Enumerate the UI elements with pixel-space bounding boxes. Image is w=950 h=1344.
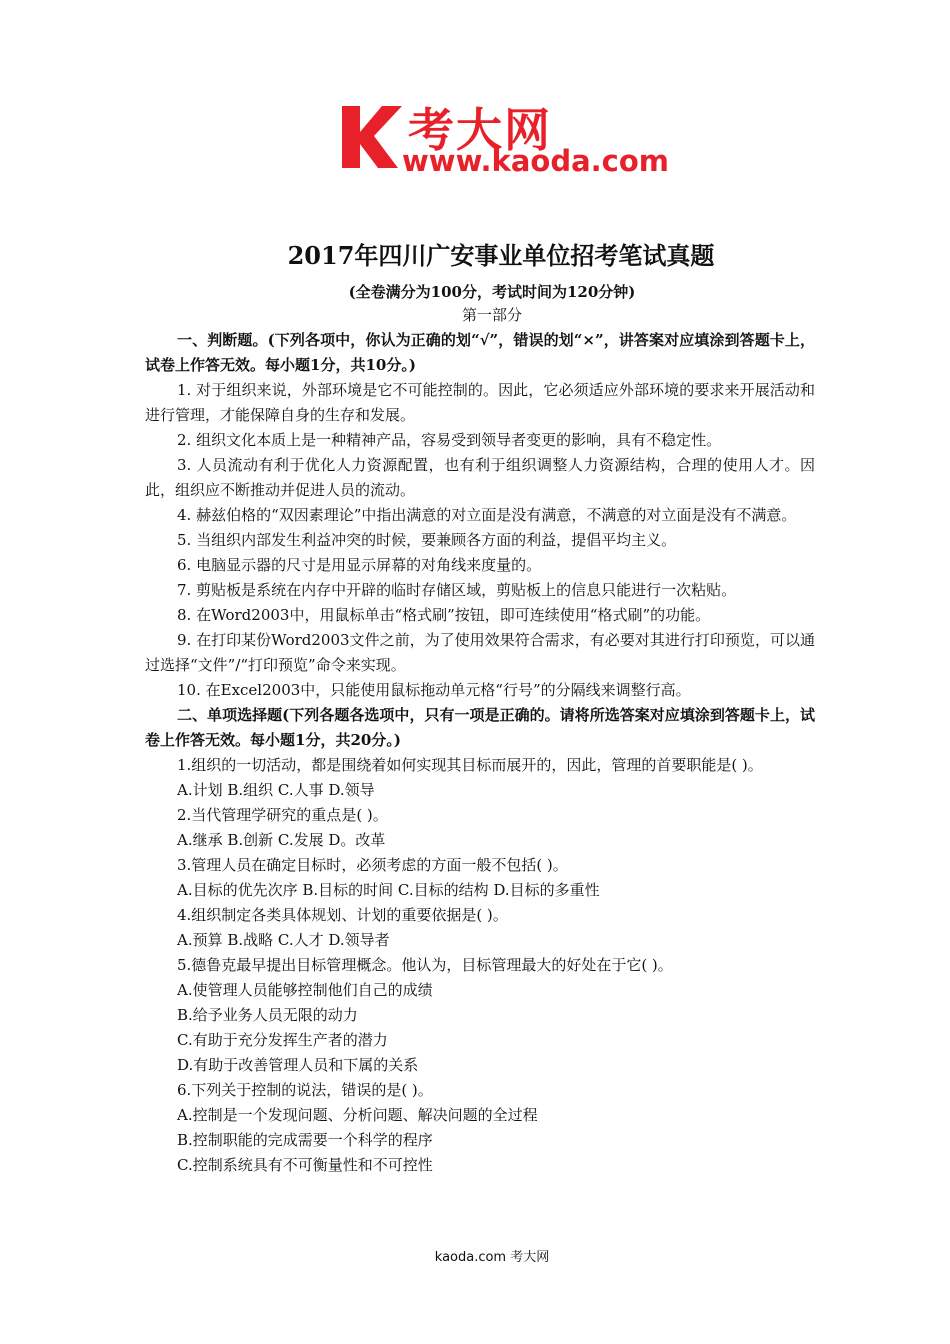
answer-option: C.有助于充分发挥生产者的潜力 — [177, 1031, 388, 1049]
answer-options: A.计划 B.组织 C.人事 D.领导 — [177, 781, 375, 799]
exam-content — [145, 328, 815, 1178]
answer-option: A.使管理人员能够控制他们自己的成绩 — [177, 981, 433, 999]
question-item: 3.管理人员在确定目标时，必须考虑的方面一般不包括( )。 — [177, 856, 568, 874]
part-heading: 第一部分 — [461, 306, 522, 324]
question-item: 2. 组织文化本质上是一种精神产品，容易受到领导者变更的影响，具有不稳定性。 — [177, 431, 722, 449]
question-item: 10. 在Excel2003中，只能使用鼠标拖动单元格“行号”的分隔线来调整行高。 — [177, 681, 691, 699]
answer-option: A.控制是一个发现问题、分析问题、解决问题的全过程 — [177, 1106, 538, 1124]
kaoda-logo — [340, 98, 669, 178]
question-item: 6.下列关于控制的说法，错误的是( )。 — [177, 1081, 433, 1099]
page-footer: kaoda.com 考大网 — [434, 1250, 550, 1265]
section-heading-single-choice: 二、单项选择题(下列各题各选项中，只有一项是正确的。请将所选答案对应填涂到答题卡上，试卷上作答无效。每小题1分，共20分。) — [145, 706, 815, 749]
question-item: 5.德鲁克最早提出目标管理概念。他认为，目标管理最大的好处在于它( )。 — [177, 956, 673, 974]
question-item: 1. 对于组织来说，外部环境是它不可能控制的。因此，它必须适应外部环境的要求来开展活动和进行管理，才能保障自身的生存和发展。 — [145, 381, 815, 424]
question-item: 4.组织制定各类具体规划、计划的重要依据是( )。 — [177, 906, 508, 924]
answer-option: C.控制系统具有不可衡量性和不可控性 — [177, 1156, 433, 1174]
answer-option: B.控制职能的完成需要一个科学的程序 — [177, 1131, 433, 1149]
question-item: 3. 人员流动有利于优化人力资源配置，也有利于组织调整人力资源结构，合理的使用人才。因此，组织应不断推动并促进人员的流动。 — [145, 456, 815, 499]
exam-info: (全卷满分为100分，考试时间为120分钟) — [348, 283, 636, 301]
question-item: 2.当代管理学研究的重点是( )。 — [177, 806, 388, 824]
page-title: 2017年四川广安事业单位招考笔试真题 — [287, 241, 715, 270]
logo-name: 考大网 — [408, 103, 552, 157]
k-logo-icon — [340, 98, 406, 172]
section-heading-true-false: 一、判断题。(下列各项中，你认为正确的划“√”，错误的划“×”，讲答案对应填涂到答题卡上，试卷上作答无效。每小题1分，共10分。) — [145, 331, 815, 374]
question-item: 4. 赫兹伯格的“双因素理论”中指出满意的对立面是没有满意，不满意的对立面是没有不满意。 — [177, 506, 797, 524]
logo-url: www.kaoda.com — [402, 144, 669, 178]
question-item: 5. 当组织内部发生利益冲突的时候，要兼顾各方面的利益，提倡平均主义。 — [177, 531, 677, 549]
question-item: 7. 剪贴板是系统在内存中开辟的临时存储区域，剪贴板上的信息只能进行一次粘贴。 — [177, 581, 737, 599]
answer-options: A.继承 B.创新 C.发展 D。改革 — [177, 831, 386, 849]
answer-options: A.预算 B.战略 C.人才 D.领导者 — [177, 931, 390, 949]
question-item: 1.组织的一切活动，都是围绕着如何实现其目标而展开的，因此，管理的首要职能是( )。 — [177, 756, 763, 774]
question-item: 8. 在Word2003中，用鼠标单击“格式刷”按钮，即可连续使用“格式刷”的功能。 — [177, 606, 711, 624]
question-item: 6. 电脑显示器的尺寸是用显示屏幕的对角线来度量的。 — [177, 556, 542, 574]
question-item: 9. 在打印某份Word2003文件之前，为了使用效果符合需求，有必要对其进行打印预览，可以通过选择“文件”/“打印预览”命令来实现。 — [145, 631, 815, 674]
answer-option: B.给予业务人员无限的动力 — [177, 1006, 358, 1024]
answer-options: A.目标的优先次序 B.目标的时间 C.目标的结构 D.目标的多重性 — [177, 881, 600, 899]
answer-option: D.有助于改善管理人员和下属的关系 — [177, 1056, 419, 1074]
